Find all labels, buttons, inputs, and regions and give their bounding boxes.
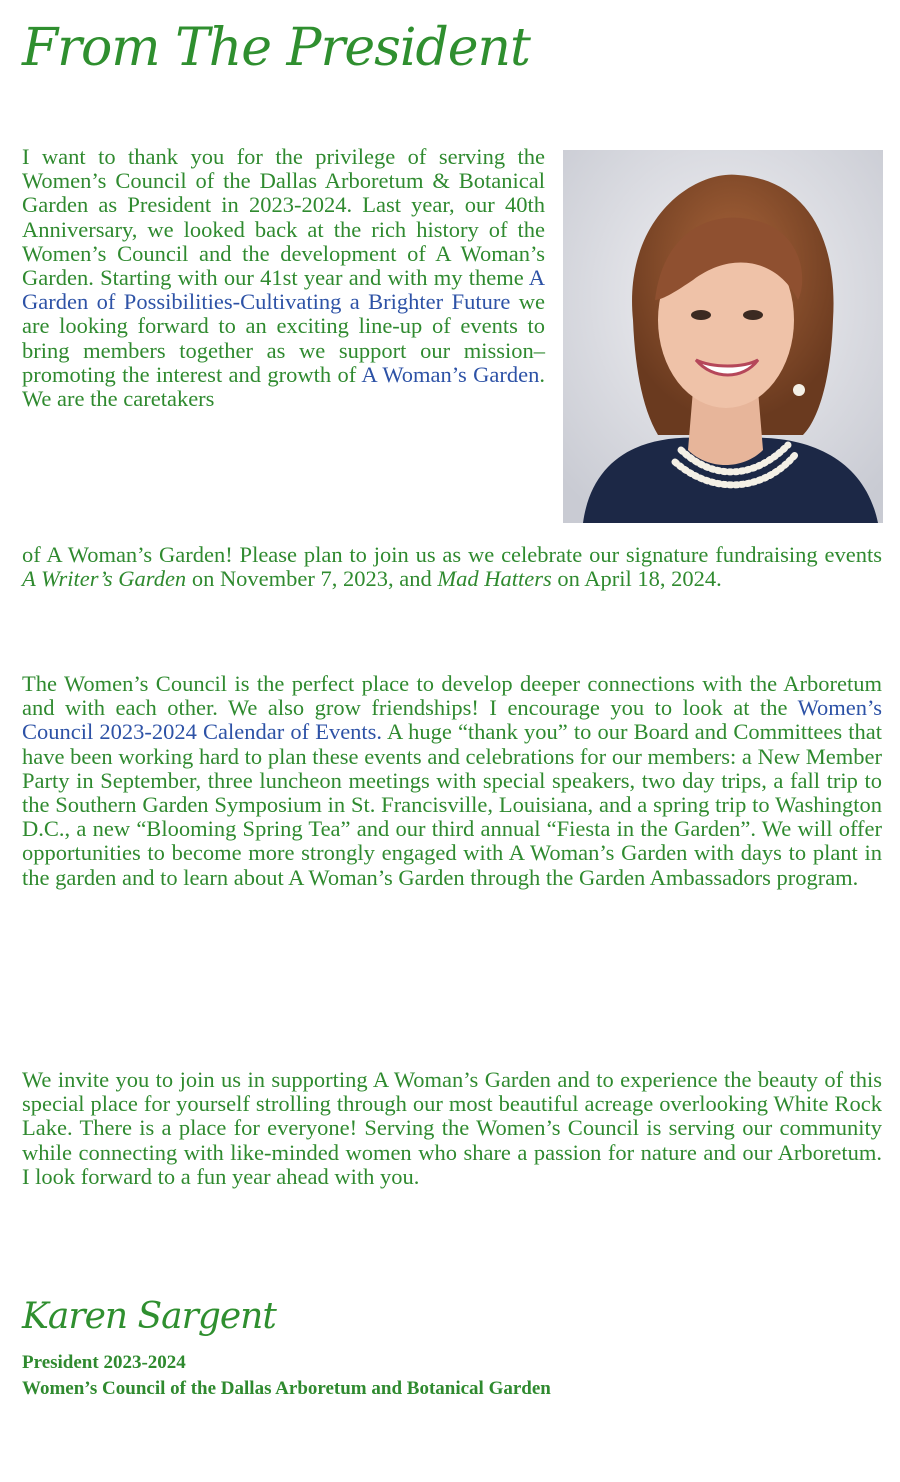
- president-portrait: [563, 150, 883, 523]
- page-title: From The President: [22, 18, 530, 78]
- events-date-1: on November 7, 2023, and: [186, 566, 438, 592]
- events-date-2: on April 18, 2024.: [551, 566, 722, 592]
- intro-paragraph-continued: [22, 543, 882, 591]
- intro-text: I want to thank you for the privilege of serving the Women’s Council of the Dallas Arboretum & Botanical Garden as President in 2023-2024. Last year, our 40th Anniversary, we looked back at the rich history of the Women’s Council and the development of A Woman’s Garden. Starting with our 41st year and with my theme: [22, 144, 545, 291]
- signature-name: Karen Sargent: [22, 1296, 276, 1337]
- theme-link[interactable]: A Garden of Possibilities-Cultivating a Brighter Future: [22, 265, 545, 315]
- calendar-link[interactable]: Women’s Council 2023-2024 Calendar of Events.: [22, 695, 882, 745]
- calendar-text-continued: A huge “thank you” to our Board and Committees that have been working hard to plan these events and celebrations for our members: a New Member Party in September, three luncheon meetings with special speakers, two day trips, a fall trip to the Southern Garden Symposium in St. Francisville, Louisiana, and a spring trip to Washington D.C., a new “Blooming Spring Tea” and our third annual “Fiesta in the Garden”. We will offer opportunities to become more strongly engaged with A Woman’s Garden with days to plant in the garden and to learn about A Woman’s Garden through the Garden Ambassadors program.: [22, 719, 882, 890]
- calendar-text: The Women’s Council is the perfect place to develop deeper connections with the Arboretum and with each other. We also grow friendships! I encourage you to look at the: [22, 671, 882, 721]
- signature-organization: Women’s Council of the Dallas Arboretum and Botanical Garden: [22, 1378, 551, 1399]
- signature-role: President 2023-2024: [22, 1352, 186, 1373]
- portrait-illustration: [563, 150, 883, 523]
- intro-text-continued: we are looking forward to an exciting line-up of events to bring members together as we support our mission–promoting the interest and growth of: [22, 289, 545, 387]
- invitation-paragraph: We invite you to join us in supporting A Woman’s Garden and to experience the beauty of this special place for yourself strolling through our most beautiful acreage overlooking White Rock Lake. There is a place for everyone! Serving the Women’s Council is serving our community while connecting with like-minded women who share a passion for nature and our Arboretum. I look forward to a fun year ahead with you.: [22, 1067, 882, 1189]
- calendar-paragraph: [22, 672, 882, 890]
- event-writers-garden: A Writer’s Garden: [22, 566, 187, 592]
- intro-text-end: . We are the caretakers: [22, 361, 545, 412]
- intro-paragraph: [22, 145, 545, 411]
- events-text: of A Woman’s Garden! Please plan to join us as we celebrate our signature fundraising events: [22, 542, 882, 567]
- womans-garden-link[interactable]: A Woman’s Garden: [361, 361, 540, 387]
- event-mad-hatters: Mad Hatters: [437, 566, 552, 592]
